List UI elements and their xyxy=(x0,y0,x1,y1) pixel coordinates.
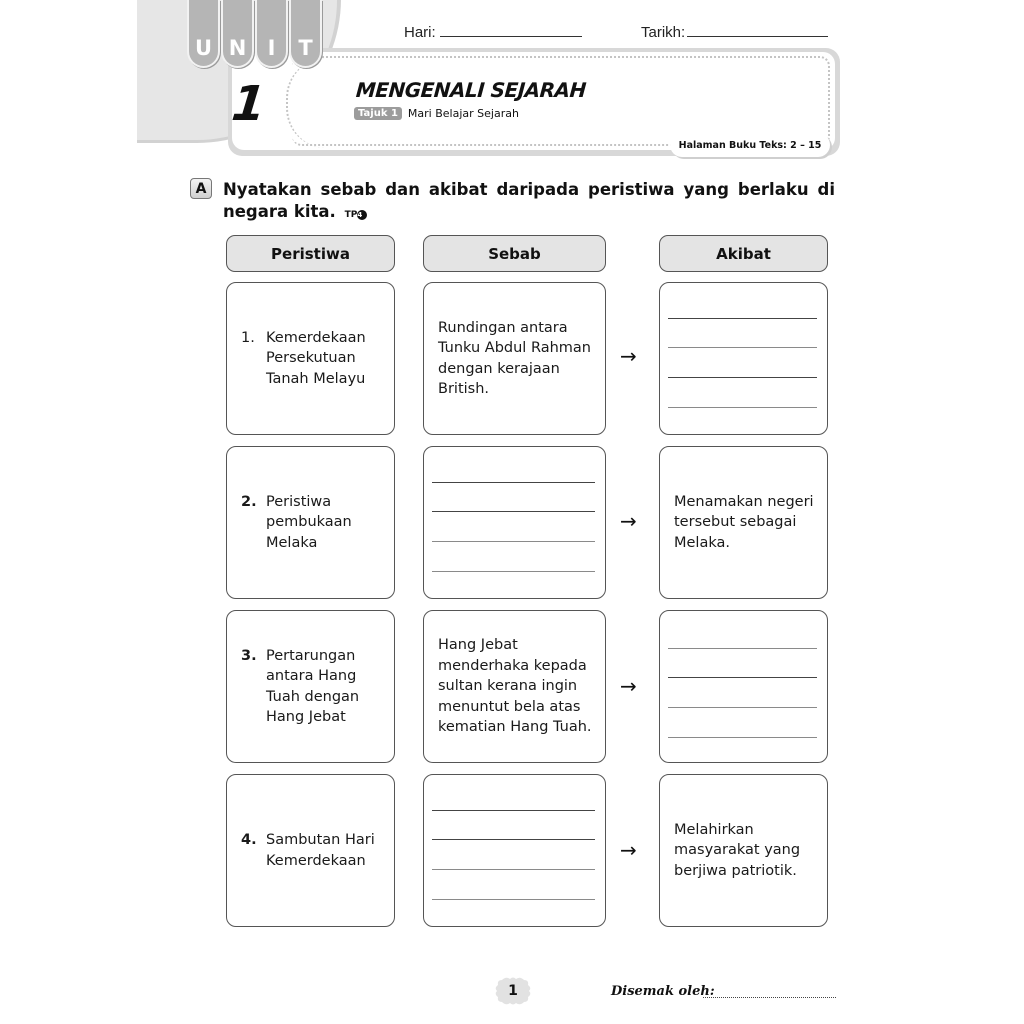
hari-field[interactable] xyxy=(404,24,582,41)
effect-text: Melahirkan masyarakat yang berjiwa patriotik. xyxy=(674,821,801,879)
row-number: 4. xyxy=(241,832,257,848)
answer-line[interactable] xyxy=(432,482,595,483)
instruction-text xyxy=(223,179,835,226)
row1-akibat-answer[interactable] xyxy=(659,282,828,435)
row2-sebab-answer[interactable] xyxy=(423,446,606,599)
row-number: 2. xyxy=(241,493,257,510)
tarikh-field[interactable] xyxy=(641,24,828,41)
topic-row xyxy=(354,107,519,120)
instruction-body: Nyatakan sebab dan akibat daripada peristiwa yang berlaku di negara kita. xyxy=(223,180,835,221)
tp-label: TP xyxy=(344,210,358,220)
event-text: Peristiwa pembukaan Melaka xyxy=(266,493,352,551)
row1-sebab-cell xyxy=(423,282,606,435)
cause-text: Hang Jebat menderhaka kepada sultan kerana ingin menuntut bela atas kematian Hang Tuah. xyxy=(438,637,592,736)
tp-level-tag xyxy=(345,210,368,220)
unit-letter: N xyxy=(221,0,254,68)
answer-line[interactable] xyxy=(432,541,595,542)
topic-title: Mari Belajar Sejarah xyxy=(407,107,519,120)
checked-by-label: Disemak oleh: xyxy=(611,984,715,999)
answer-line[interactable] xyxy=(432,899,595,900)
hari-label: Hari: xyxy=(404,24,436,41)
page-number-badge xyxy=(494,976,532,1006)
cause-text: Rundingan antara Tunku Abdul Rahman dengan kerajaan British. xyxy=(438,319,591,397)
event-text: Sambutan Hari Kemerdekaan xyxy=(266,832,375,869)
tp-level-icon: 4 xyxy=(357,210,367,220)
row3-sebab-cell xyxy=(423,610,606,763)
event-text: Kemerdekaan Persekutuan Tanah Melayu xyxy=(266,329,366,387)
header-akibat: Akibat xyxy=(659,235,828,272)
row-number: 3. xyxy=(241,647,257,664)
header-sebab: Sebab xyxy=(423,235,606,272)
row3-peristiwa-cell xyxy=(226,610,395,763)
unit-letter: U xyxy=(187,0,220,68)
hari-blank[interactable] xyxy=(440,25,582,37)
arrow-icon: → xyxy=(620,674,637,698)
row2-akibat-cell xyxy=(659,446,828,599)
row1-peristiwa-cell xyxy=(226,282,395,435)
answer-line[interactable] xyxy=(432,571,595,572)
unit-title: MENGENALI SEJARAH xyxy=(355,78,587,102)
arrow-icon: → xyxy=(620,509,637,533)
arrow-icon: → xyxy=(620,838,637,862)
unit-letter: I xyxy=(255,0,288,68)
answer-line[interactable] xyxy=(668,737,817,738)
answer-line[interactable] xyxy=(668,347,817,348)
answer-line[interactable] xyxy=(668,648,817,649)
event-text: Pertarungan antara Hang Tuah dengan Hang Jebat xyxy=(266,647,360,725)
answer-line[interactable] xyxy=(668,318,817,319)
row4-akibat-cell xyxy=(659,774,828,927)
tarikh-label: Tarikh: xyxy=(641,24,686,41)
answer-line[interactable] xyxy=(432,511,595,512)
section-badge: A xyxy=(190,178,212,199)
answer-line[interactable] xyxy=(432,839,595,840)
answer-line[interactable] xyxy=(432,810,595,811)
answer-line[interactable] xyxy=(432,869,595,870)
answer-line[interactable] xyxy=(668,407,817,408)
unit-tabs xyxy=(187,0,322,68)
header-peristiwa: Peristiwa xyxy=(226,235,395,272)
answer-line[interactable] xyxy=(668,677,817,678)
row4-peristiwa-cell xyxy=(226,774,395,927)
page-number: 1 xyxy=(508,983,518,999)
row-number: 1. xyxy=(241,329,255,346)
row3-akibat-answer[interactable] xyxy=(659,610,828,763)
effect-text: Menamakan negeri tersebut sebagai Melaka. xyxy=(674,493,814,551)
checked-by-signature-line[interactable] xyxy=(703,997,836,998)
topic-badge: Tajuk 1 xyxy=(354,107,402,120)
textbook-pages-pill: Halaman Buku Teks: 2 – 15 xyxy=(670,133,830,157)
row2-peristiwa-cell xyxy=(226,446,395,599)
answer-line[interactable] xyxy=(668,707,817,708)
unit-letter: T xyxy=(289,0,322,68)
arrow-icon: → xyxy=(620,344,637,368)
answer-line[interactable] xyxy=(668,377,817,378)
tarikh-blank[interactable] xyxy=(687,25,828,37)
row4-sebab-answer[interactable] xyxy=(423,774,606,927)
unit-number: 1 xyxy=(229,76,269,132)
